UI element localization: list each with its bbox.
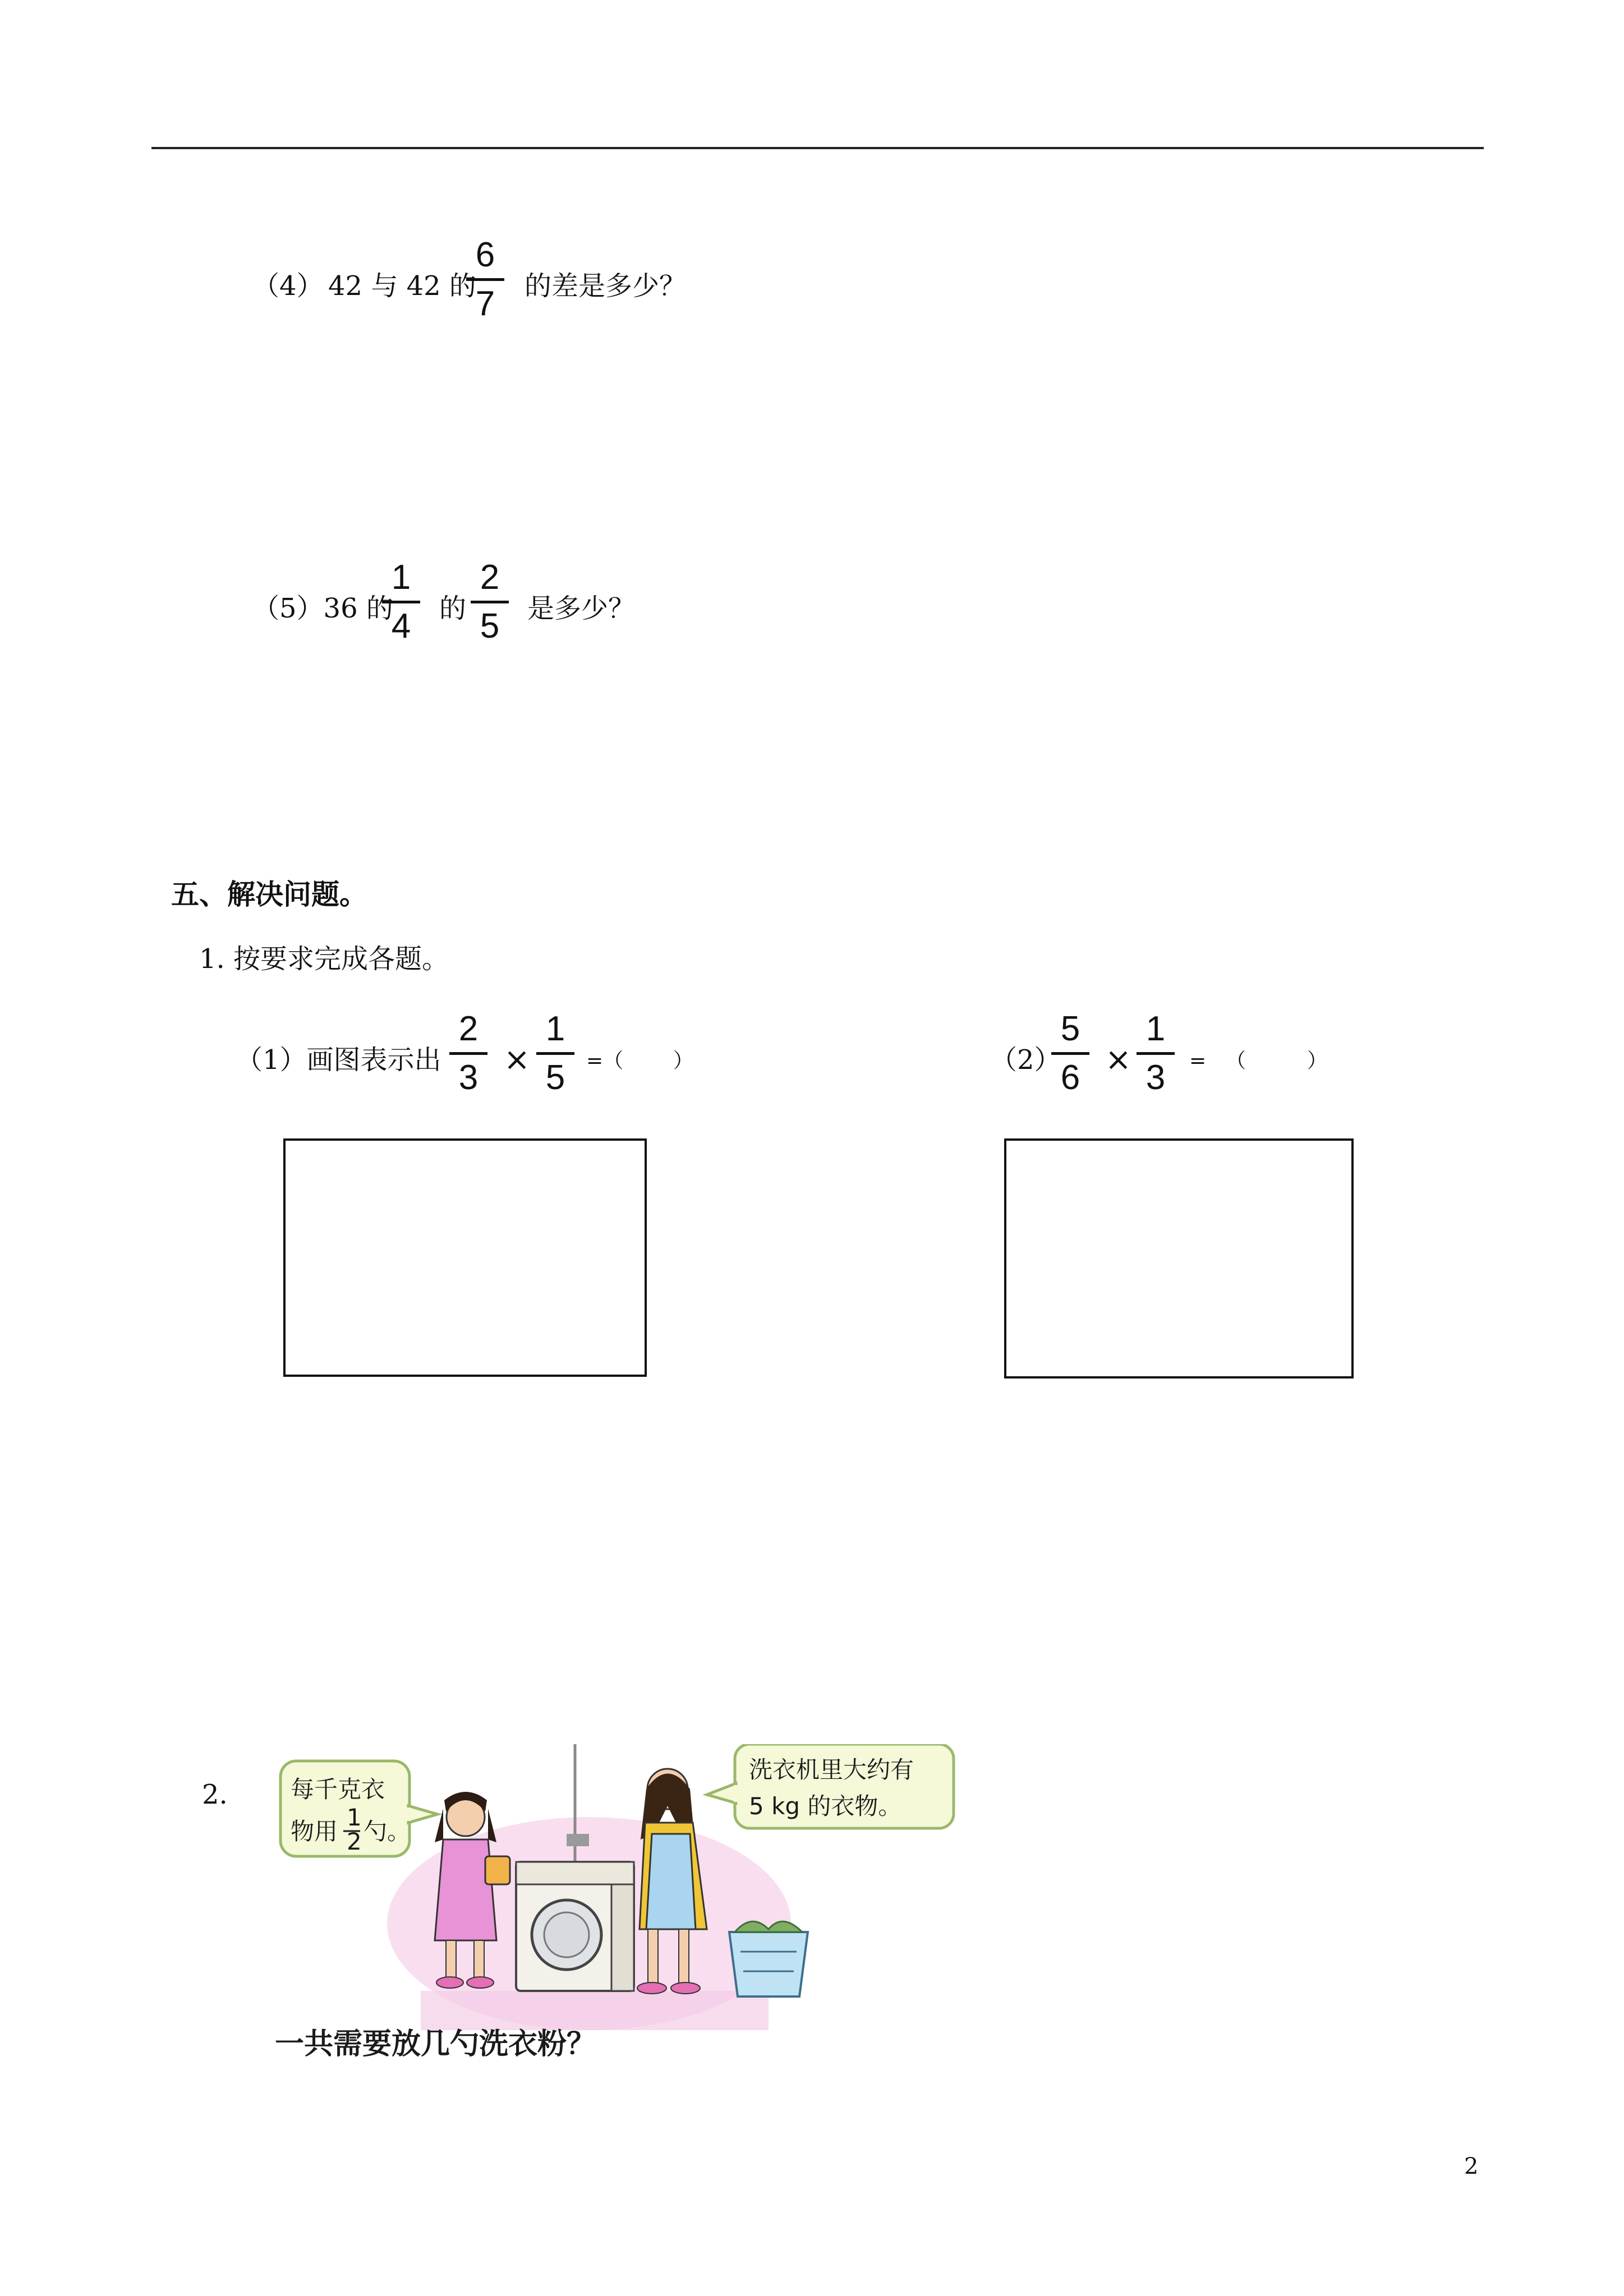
part-1-fraction-1 bbox=[446, 1009, 491, 1098]
fraction-bar bbox=[1137, 1052, 1175, 1055]
part-1-fraction-2 bbox=[533, 1009, 578, 1098]
fraction-bar bbox=[466, 278, 504, 281]
fraction-bar bbox=[536, 1052, 574, 1055]
left-bubble-fraction-denominator: 2 bbox=[347, 1828, 362, 1855]
q5-fraction-2-numerator: 2 bbox=[480, 558, 500, 597]
part-2-fraction-1-denominator: 6 bbox=[1060, 1058, 1080, 1097]
right-bubble-line2: 5 kg 的衣物。 bbox=[749, 1792, 902, 1820]
part-2-close-paren: ） bbox=[1307, 1049, 1328, 1072]
left-bubble-line1: 每千克衣 bbox=[291, 1776, 385, 1803]
q4-fraction-denominator: 7 bbox=[475, 284, 495, 323]
part-2-fraction-2-denominator: 3 bbox=[1145, 1058, 1166, 1097]
drawing-box-1[interactable] bbox=[283, 1138, 647, 1377]
right-speech-bubble bbox=[707, 1744, 954, 1828]
q5-prefix: （5）36 的 bbox=[252, 593, 393, 624]
q4-fraction bbox=[463, 236, 508, 324]
part-2-open-paren: （ bbox=[1226, 1049, 1246, 1072]
fraction-bar bbox=[1051, 1052, 1089, 1055]
left-speech-bubble bbox=[280, 1761, 438, 1856]
part-1-fraction-2-numerator: 1 bbox=[545, 1009, 565, 1048]
q5-fraction-1 bbox=[379, 558, 424, 646]
laundry-basket bbox=[729, 1921, 808, 1997]
right-bubble-line1: 洗衣机里大约有 bbox=[749, 1756, 914, 1783]
q5-fraction-2-denominator: 5 bbox=[480, 607, 500, 646]
washing-machine bbox=[516, 1862, 634, 1991]
multiply-sign: × bbox=[504, 1041, 530, 1078]
illustration-caption: 一共需要放几勺洗衣粉？ bbox=[275, 2027, 596, 2061]
faucet bbox=[567, 1834, 589, 1846]
q5-fraction-1-denominator: 4 bbox=[391, 607, 411, 646]
part-1-equals: =（ bbox=[586, 1049, 624, 1072]
floor bbox=[421, 1991, 769, 2030]
q5-fraction-1-numerator: 1 bbox=[391, 558, 411, 597]
part-2-fraction-1 bbox=[1048, 1009, 1093, 1098]
item-1-instruction: 1. 按要求完成各题。 bbox=[199, 943, 449, 975]
part-2-label: （2） bbox=[990, 1044, 1061, 1076]
item-2-label: 2. bbox=[202, 1779, 228, 1810]
page-number: 2 bbox=[1464, 2154, 1479, 2179]
fraction-bar bbox=[382, 601, 420, 603]
fraction-bar bbox=[471, 601, 509, 603]
part-2-fraction-1-numerator: 5 bbox=[1060, 1009, 1080, 1048]
section-5-heading: 五、解决问题。 bbox=[171, 878, 367, 911]
laundry-illustration bbox=[275, 1744, 965, 2086]
part-2-fraction-2-numerator: 1 bbox=[1145, 1009, 1166, 1048]
part-2-fraction-2 bbox=[1133, 1009, 1178, 1098]
part-1-close-paren: ） bbox=[673, 1049, 694, 1072]
part-1-fraction-1-numerator: 2 bbox=[458, 1009, 479, 1048]
left-bubble-line2-prefix: 物用 bbox=[291, 1818, 338, 1845]
q4-label: （4） bbox=[252, 270, 324, 302]
part-2-equals: = bbox=[1189, 1049, 1207, 1072]
part-1-label: （1）画图表示出 bbox=[236, 1044, 441, 1076]
left-bubble-line2-suffix: 勺。 bbox=[364, 1818, 411, 1845]
q4-fraction-numerator: 6 bbox=[475, 236, 495, 274]
q4-prefix: 42 与 42 的 bbox=[328, 270, 476, 302]
drawing-box-2[interactable] bbox=[1004, 1138, 1354, 1378]
q4-suffix: 的差是多少？ bbox=[525, 270, 687, 302]
multiply-sign: × bbox=[1105, 1041, 1131, 1078]
part-1-fraction-2-denominator: 5 bbox=[545, 1058, 565, 1097]
part-1-fraction-1-denominator: 3 bbox=[458, 1058, 479, 1097]
left-bubble-fraction-numerator: 1 bbox=[347, 1804, 362, 1831]
header-rule bbox=[151, 147, 1484, 149]
fraction-bar bbox=[449, 1052, 487, 1055]
q5-fraction-2 bbox=[467, 558, 512, 646]
q5-middle: 的 bbox=[439, 593, 467, 624]
q5-suffix: 是多少？ bbox=[527, 593, 636, 624]
